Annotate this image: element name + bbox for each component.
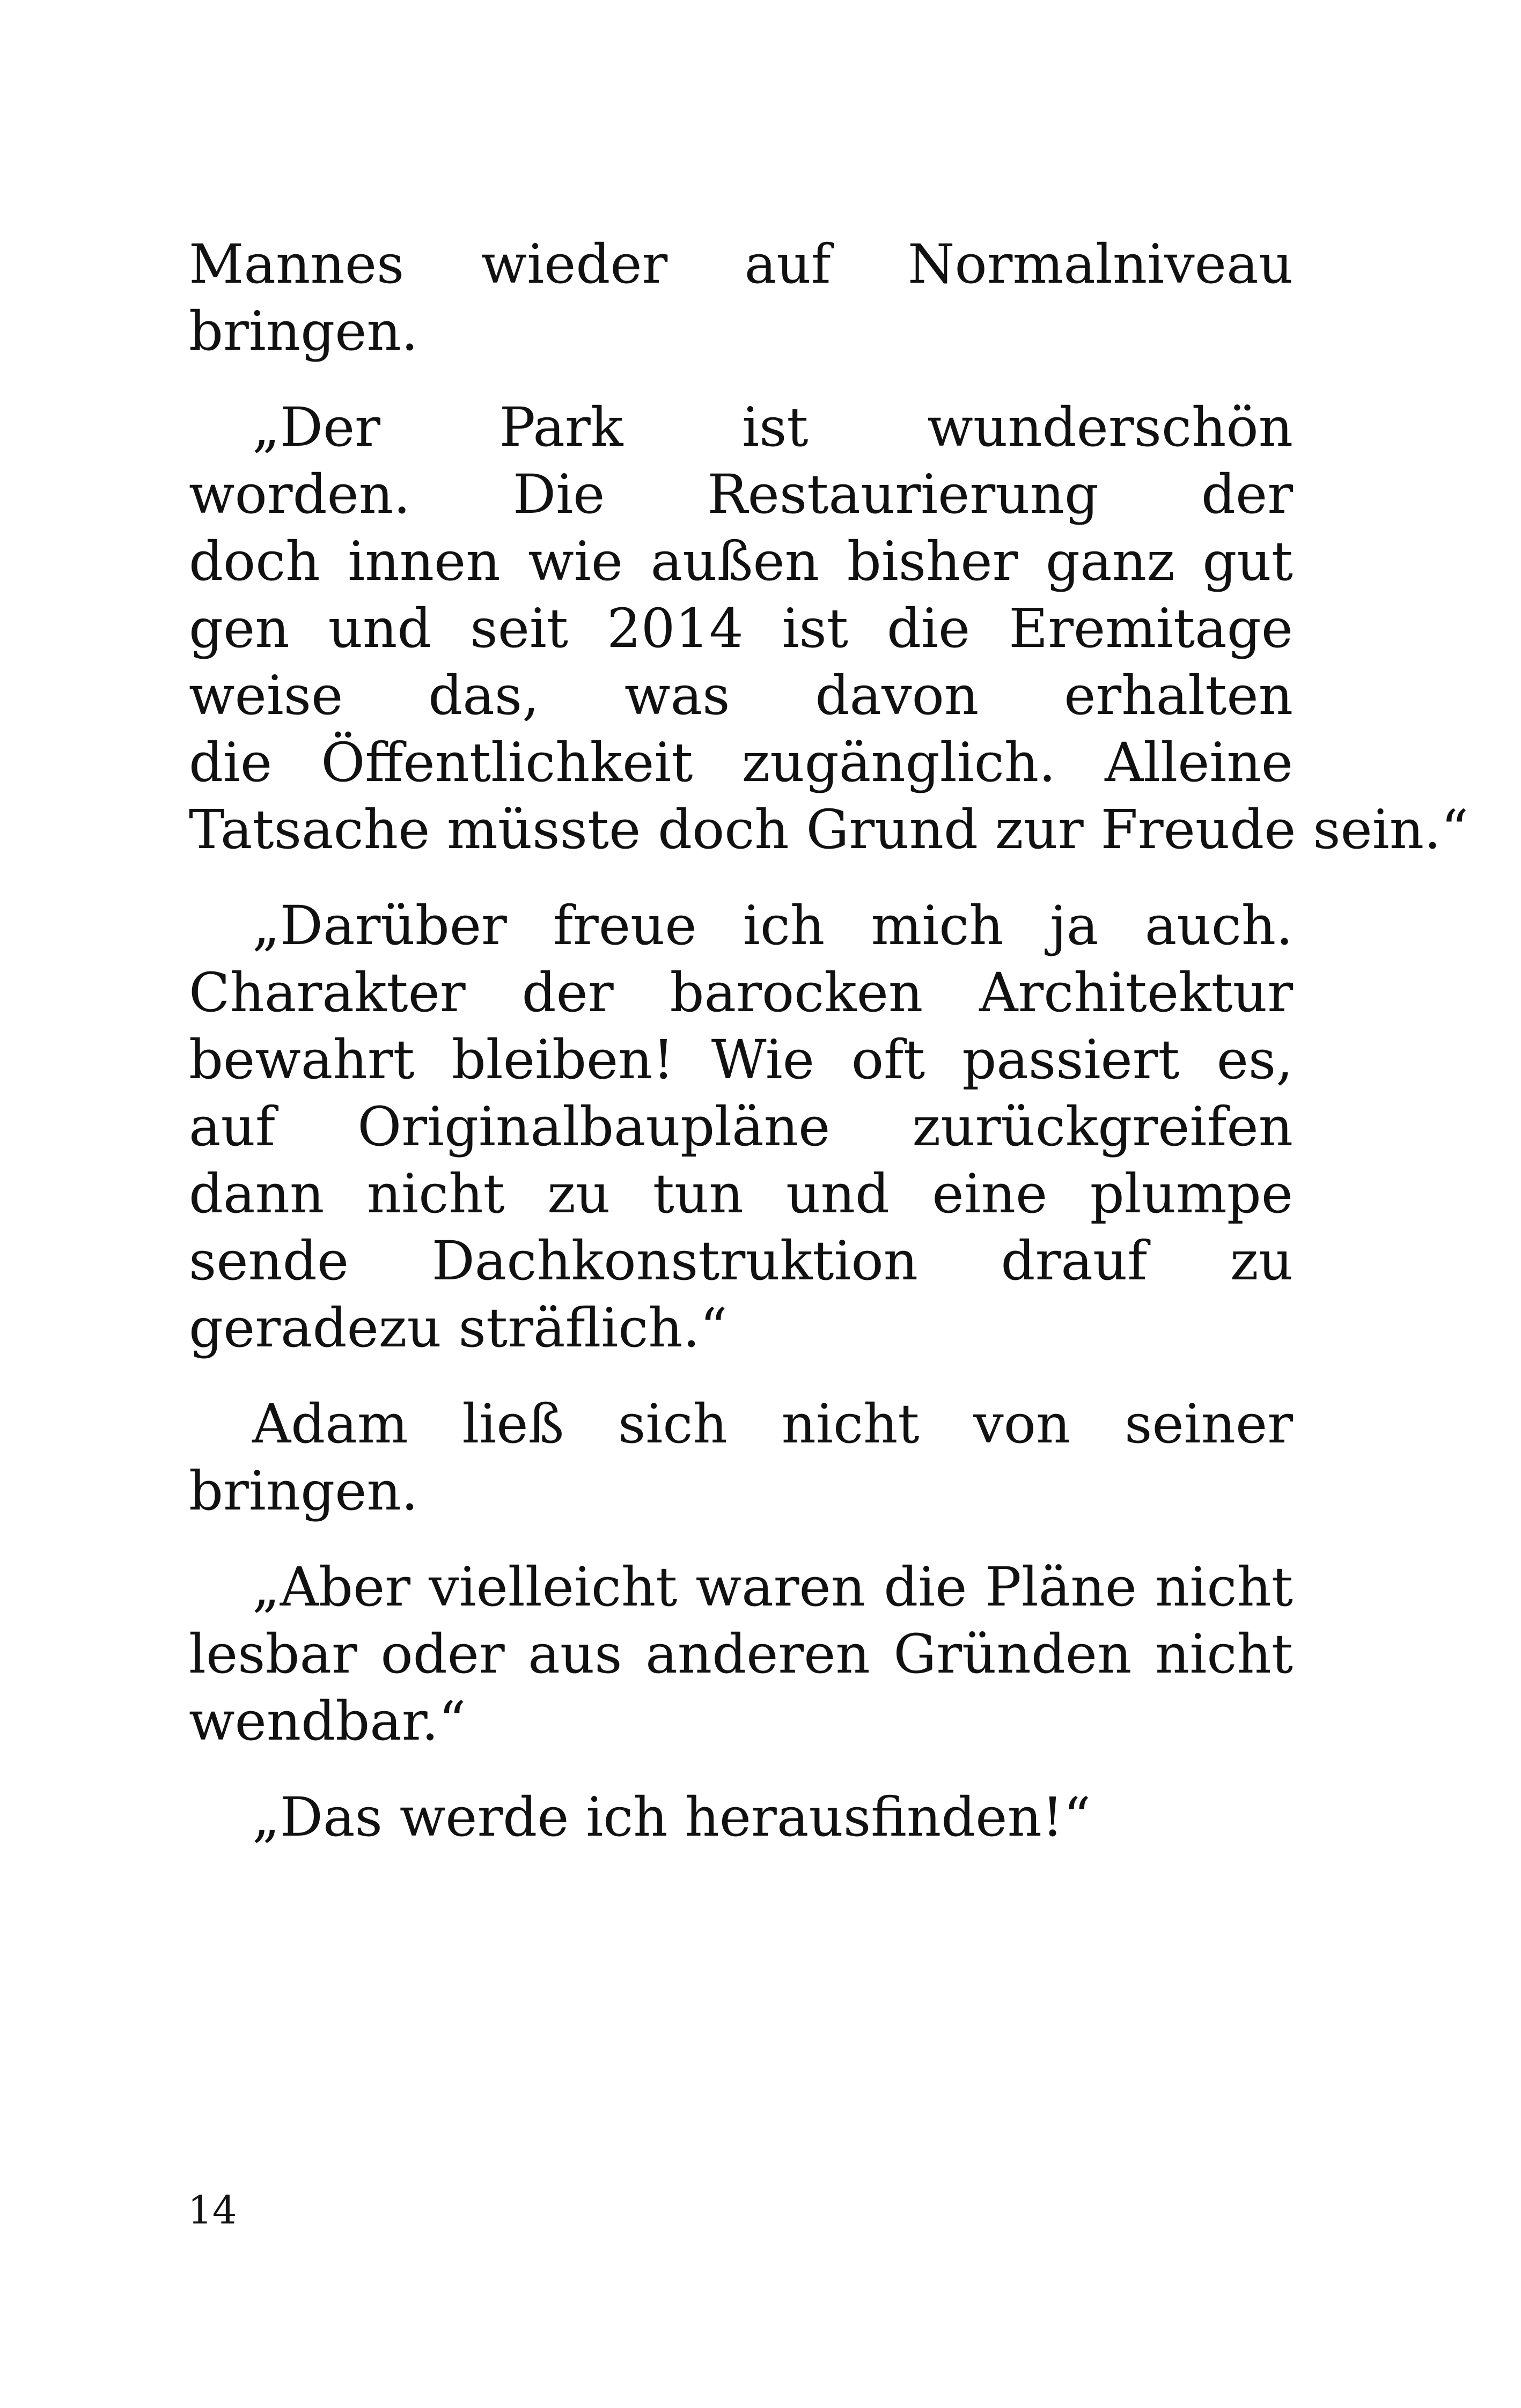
text-line: Tatsache müsste doch Grund zur Freude sein.“ bbox=[189, 798, 1469, 861]
text-line: bringen. bbox=[189, 1460, 418, 1522]
paragraph bbox=[189, 1784, 1293, 1851]
paragraph bbox=[189, 231, 1293, 365]
paragraph bbox=[189, 1390, 1293, 1525]
text-line: wendbar.“ bbox=[189, 1690, 466, 1752]
text-line: sende Dachkonstruktion drauf zu bbox=[189, 1229, 1293, 1292]
text-line: Charakter der barocken Architektur bbox=[189, 961, 1293, 1024]
paragraph bbox=[189, 892, 1293, 1361]
text-line: bringen. bbox=[189, 300, 418, 363]
page-number: 14 bbox=[188, 2188, 237, 2233]
paragraph bbox=[189, 394, 1469, 863]
text-line: gen und seit 2014 ist die Eremitage bbox=[189, 597, 1293, 660]
text-line: „Das werde ich herausfinden!“ bbox=[252, 1786, 1091, 1849]
text-line: „Aber vielleicht waren die Pläne nicht bbox=[252, 1556, 1293, 1618]
text-line: worden. Die Restaurierung der bbox=[189, 463, 1293, 526]
body-text bbox=[189, 231, 1469, 1880]
text-line: auf Originalbaupläne zurückgreifen bbox=[189, 1095, 1293, 1158]
text-line: doch innen wie außen bisher ganz gut bbox=[189, 530, 1293, 593]
text-line: „Der Park ist wunderschön bbox=[252, 396, 1293, 459]
text-line: geradezu sträflich.“ bbox=[189, 1297, 728, 1359]
text-line: bewahrt bleiben! Wie oft passiert es, bbox=[189, 1028, 1293, 1091]
text-line: Mannes wieder auf Normalniveau bbox=[189, 233, 1293, 296]
text-line: die Öffentlichkeit zugänglich. Alleine bbox=[189, 731, 1293, 794]
text-line: „Darüber freue ich mich ja auch. bbox=[252, 894, 1293, 957]
paragraph bbox=[189, 1553, 1293, 1755]
text-line: dann nicht zu tun und eine plumpe bbox=[189, 1162, 1293, 1225]
text-line: weise das, was davon erhalten bbox=[189, 664, 1293, 727]
text-line: lesbar oder aus anderen Gründen nicht bbox=[189, 1623, 1293, 1685]
text-line: Adam ließ sich nicht von seiner bbox=[252, 1393, 1293, 1455]
